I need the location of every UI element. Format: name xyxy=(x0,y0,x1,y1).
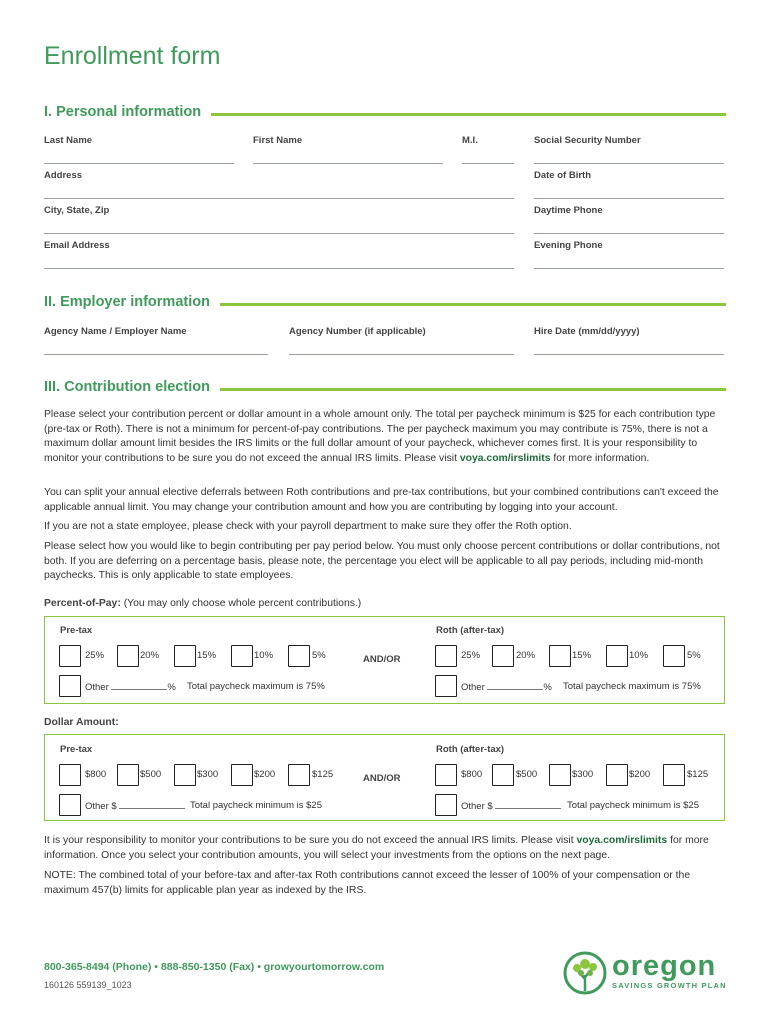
evening-phone-field[interactable] xyxy=(534,268,724,269)
roth-500-checkbox[interactable] xyxy=(492,764,514,786)
other-blank[interactable] xyxy=(495,800,561,809)
option-label: $200 xyxy=(629,769,651,780)
middle-initial-field[interactable] xyxy=(462,163,514,164)
roth-5-percent-checkbox[interactable] xyxy=(663,645,685,667)
section-contribution-heading xyxy=(44,379,726,395)
pretax-10-percent-checkbox[interactable] xyxy=(231,645,253,667)
address-label: Address xyxy=(44,170,83,181)
ssn-label: Social Security Number xyxy=(534,135,641,146)
roth-other-percent-checkbox[interactable] xyxy=(435,675,457,697)
pretax-label: Pre-tax xyxy=(60,625,93,636)
pretax-other-percent-checkbox[interactable] xyxy=(59,675,81,697)
pretax-other-dollar-checkbox[interactable] xyxy=(59,794,81,816)
option-label: 25% xyxy=(461,650,481,661)
contribution-paragraph-1 xyxy=(44,408,724,466)
option-label: 5% xyxy=(687,650,701,661)
roth-25-percent-checkbox[interactable] xyxy=(435,645,457,667)
percent-sign: % xyxy=(543,682,552,693)
tree-logo-icon xyxy=(562,949,608,997)
pretax-200-checkbox[interactable] xyxy=(231,764,253,786)
option-label: $200 xyxy=(254,769,276,780)
other-label: Other $ xyxy=(85,801,117,812)
option-label: 15% xyxy=(572,650,592,661)
option-label: $500 xyxy=(516,769,538,780)
pretax-300-checkbox[interactable] xyxy=(174,764,196,786)
contribution-paragraph-4: Please select how you would like to begin contributing per pay period below. You must only choose percent contributions or dollar contributions, not both. If you are deferring on a percentage basis, please note, the percentage you elect will be applicable to all pay periods, including mid-month paychecks. This is only applicable to state employees. xyxy=(44,541,720,581)
section-employer-title: II. Employer information xyxy=(44,294,210,310)
city-state-zip-field[interactable] xyxy=(44,233,514,234)
option-label: $300 xyxy=(572,769,594,780)
pretax-label: Pre-tax xyxy=(60,744,93,755)
dollar-amount-heading: Dollar Amount: xyxy=(44,717,119,728)
email-label: Email Address xyxy=(44,240,110,251)
roth-label: Roth (after-tax) xyxy=(436,625,505,636)
hire-date-field[interactable] xyxy=(534,354,724,355)
section-contribution-title: III. Contribution election xyxy=(44,379,210,395)
last-name-label: Last Name xyxy=(44,135,93,146)
email-field[interactable] xyxy=(44,268,514,269)
other-label: Other $ xyxy=(461,801,493,812)
roth-300-checkbox[interactable] xyxy=(549,764,571,786)
irs-limits-link[interactable]: voya.com/irslimits xyxy=(459,452,551,464)
percent-of-pay-label: Percent-of-Pay: xyxy=(44,598,121,609)
option-label: 10% xyxy=(254,650,274,661)
roth-max-note: Total paycheck maximum is 75% xyxy=(563,681,701,692)
section-personal-title: I. Personal information xyxy=(44,104,202,120)
middle-initial-label: M.I. xyxy=(462,135,478,146)
option-label: $800 xyxy=(461,769,483,780)
and-or-label: AND/OR xyxy=(363,773,401,784)
last-name-field[interactable] xyxy=(44,163,234,164)
section-divider xyxy=(220,388,726,391)
footer-form-code: 160126 559139_1023 xyxy=(44,980,132,990)
pretax-other-percent-field[interactable] xyxy=(85,681,176,693)
section-divider xyxy=(220,303,726,306)
first-name-field[interactable] xyxy=(253,163,443,164)
percent-of-pay-heading xyxy=(44,598,361,609)
agency-number-label: Agency Number (if applicable) xyxy=(289,326,426,337)
roth-other-dollar-field[interactable] xyxy=(461,800,561,812)
daytime-phone-field[interactable] xyxy=(534,233,724,234)
pretax-15-percent-checkbox[interactable] xyxy=(174,645,196,667)
irs-limits-link[interactable]: voya.com/irslimits xyxy=(576,835,668,846)
pretax-other-dollar-field[interactable] xyxy=(85,800,185,812)
address-field[interactable] xyxy=(44,198,514,199)
option-label: $125 xyxy=(312,769,334,780)
agency-number-field[interactable] xyxy=(289,354,514,355)
daytime-phone-label: Daytime Phone xyxy=(534,205,603,216)
roth-20-percent-checkbox[interactable] xyxy=(492,645,514,667)
option-label: 25% xyxy=(85,650,105,661)
other-blank[interactable] xyxy=(487,681,543,690)
paragraph-text: It is your responsibility to monitor your contributions to be sure you do not exceed the annual IRS limits. Please visit xyxy=(44,835,574,846)
roth-800-checkbox[interactable] xyxy=(435,764,457,786)
brand-logo-tagline: SAVINGS GROWTH PLAN xyxy=(612,981,727,990)
pretax-800-checkbox[interactable] xyxy=(59,764,81,786)
option-label: 20% xyxy=(140,650,160,661)
agency-name-label: Agency Name / Employer Name xyxy=(44,326,187,337)
hire-date-label: Hire Date (mm/dd/yyyy) xyxy=(534,326,640,337)
option-label: $800 xyxy=(85,769,107,780)
pretax-20-percent-checkbox[interactable] xyxy=(117,645,139,667)
and-or-label: AND/OR xyxy=(363,654,401,665)
section-employer-heading xyxy=(44,294,726,310)
evening-phone-label: Evening Phone xyxy=(534,240,603,251)
contribution-paragraph-3: If you are not a state employee, please check with your payroll department to make sure they offer the Roth option. xyxy=(44,521,572,532)
section-divider xyxy=(211,113,726,116)
roth-15-percent-checkbox[interactable] xyxy=(549,645,571,667)
dob-label: Date of Birth xyxy=(534,170,591,181)
paragraph-text: for more information. Once you select your contribution amounts, you will select your investments from the options on the next page. xyxy=(44,835,709,861)
city-state-zip-label: City, State, Zip xyxy=(44,205,110,216)
pretax-25-percent-checkbox[interactable] xyxy=(59,645,81,667)
ssn-field[interactable] xyxy=(534,163,724,164)
paragraph-text: for more information. xyxy=(553,452,650,464)
roth-other-dollar-checkbox[interactable] xyxy=(435,794,457,816)
other-blank[interactable] xyxy=(119,800,185,809)
contribution-paragraph-5 xyxy=(44,834,724,863)
agency-name-field[interactable] xyxy=(44,354,268,355)
roth-label: Roth (after-tax) xyxy=(436,744,505,755)
option-label: 15% xyxy=(197,650,217,661)
pretax-min-note: Total paycheck minimum is $25 xyxy=(190,800,322,811)
section-personal-heading xyxy=(44,104,726,120)
other-blank[interactable] xyxy=(111,681,167,690)
roth-200-checkbox[interactable] xyxy=(606,764,628,786)
roth-125-checkbox[interactable] xyxy=(663,764,685,786)
roth-other-percent-field[interactable] xyxy=(461,681,552,693)
page-title: Enrollment form xyxy=(44,42,221,70)
contribution-note: NOTE: The combined total of your before-tax and after-tax Roth contributions cannot exceed the lesser of 100% of your compensation or the maximum 457(b) limits for applicable plan year as indexed by the IRS. xyxy=(44,870,691,896)
paragraph-text: Please select your contribution percent or dollar amount in a whole amount only. The total per paycheck minimum is $25 for each contribution type (pre-tax or Roth). There is not a minimum for percent-of-pay contributions. The per paycheck maximum you may contribute is 75%, there is not a maximum dollar amount limit besides the IRS limits or the full dollar amount of your paycheck, whichever comes first. It is your responsibility to monitor your contributions to be sure you do not exceed the annual IRS limits. Please visit xyxy=(44,409,716,464)
footer-contact: 800-365-8494 (Phone) • 888-850-1350 (Fax) • growyourtomorrow.com xyxy=(44,961,385,973)
other-label: Other xyxy=(461,682,485,693)
brand-logo-wordmark: oregon xyxy=(612,950,717,982)
pretax-500-checkbox[interactable] xyxy=(117,764,139,786)
option-label: $300 xyxy=(197,769,219,780)
pretax-5-percent-checkbox[interactable] xyxy=(288,645,310,667)
other-label: Other xyxy=(85,682,109,693)
pretax-125-checkbox[interactable] xyxy=(288,764,310,786)
roth-10-percent-checkbox[interactable] xyxy=(606,645,628,667)
option-label: 20% xyxy=(516,650,536,661)
roth-min-note: Total paycheck minimum is $25 xyxy=(567,800,699,811)
percent-sign: % xyxy=(167,682,176,693)
option-label: 5% xyxy=(312,650,326,661)
option-label: $125 xyxy=(687,769,709,780)
first-name-label: First Name xyxy=(253,135,303,146)
percent-of-pay-note: (You may only choose whole percent contributions.) xyxy=(123,598,362,609)
contribution-paragraph-2: You can split your annual elective deferrals between Roth contributions and pre-tax contributions, but your combined contributions can't exceed the applicable annual limit. You may change your contribution amount and how you are contributing by logging into your account. xyxy=(44,487,719,513)
option-label: 10% xyxy=(629,650,649,661)
dob-field[interactable] xyxy=(534,198,724,199)
pretax-max-note: Total paycheck maximum is 75% xyxy=(187,681,325,692)
option-label: $500 xyxy=(140,769,162,780)
